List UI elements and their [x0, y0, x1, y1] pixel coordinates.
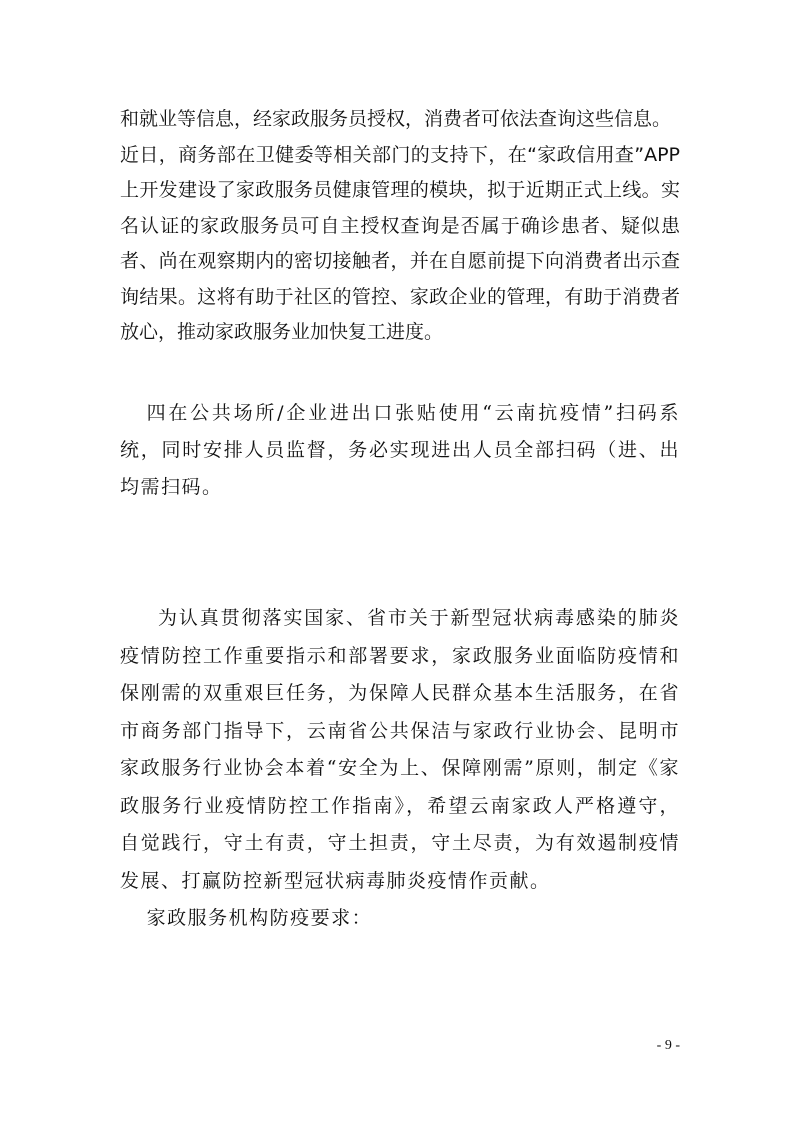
paragraph-intro: 为认真贯彻落实国家、省市关于新型冠状病毒感染的肺炎疫情防控工作重要指示和部署要求，家政服务业面临防疫情和保刚需的双重艰巨任务，为保障人民群众基本生活服务，在省市商务部门指导下，云南省公共保洁与家政行业协会、昆明市家政服务行业协会本着“安全为上、保障刚需”原则，制定《家政服务行业疫情防控工作指南》，希望云南家政人严格遵守，自觉践行，守土有责，守土担责，守土尽责，为有效遏制疫情发展、打赢防控新型冠状病毒肺炎疫情作贡献。 [120, 607, 680, 892]
text-block-top [120, 102, 680, 351]
paragraph-continuation: 和就业等信息，经家政服务员授权，消费者可依法查询这些信息。 [120, 108, 672, 130]
paragraph-scan-code: 四在公共场所/企业进出口张贴使用“云南抗疫情”扫码系统，同时安排人员监督，务必实现进出人员全部扫码（进、出均需扫码。 [120, 402, 680, 498]
paragraph-news: 近日，商务部在卫健委等相关部门的支持下，在“家政信用查”APP上开发建设了家政服务员健康管理的模块，拟于近期正式上线。实名认证的家政服务员可自主授权查询是否属于确诊患者、疑似患者、尚在观察期内的密切接触者，并在自愿前提下向消费者出示查询结果。这将有助于社区的管控、家政企业的管理，有助于消费者放心，推动家政服务业加快复工进度。 [120, 143, 680, 343]
section-heading: 家政服务机构防疫要求： [146, 907, 373, 929]
page-number: - 9 - [656, 1038, 680, 1053]
text-block-guide [120, 600, 680, 938]
